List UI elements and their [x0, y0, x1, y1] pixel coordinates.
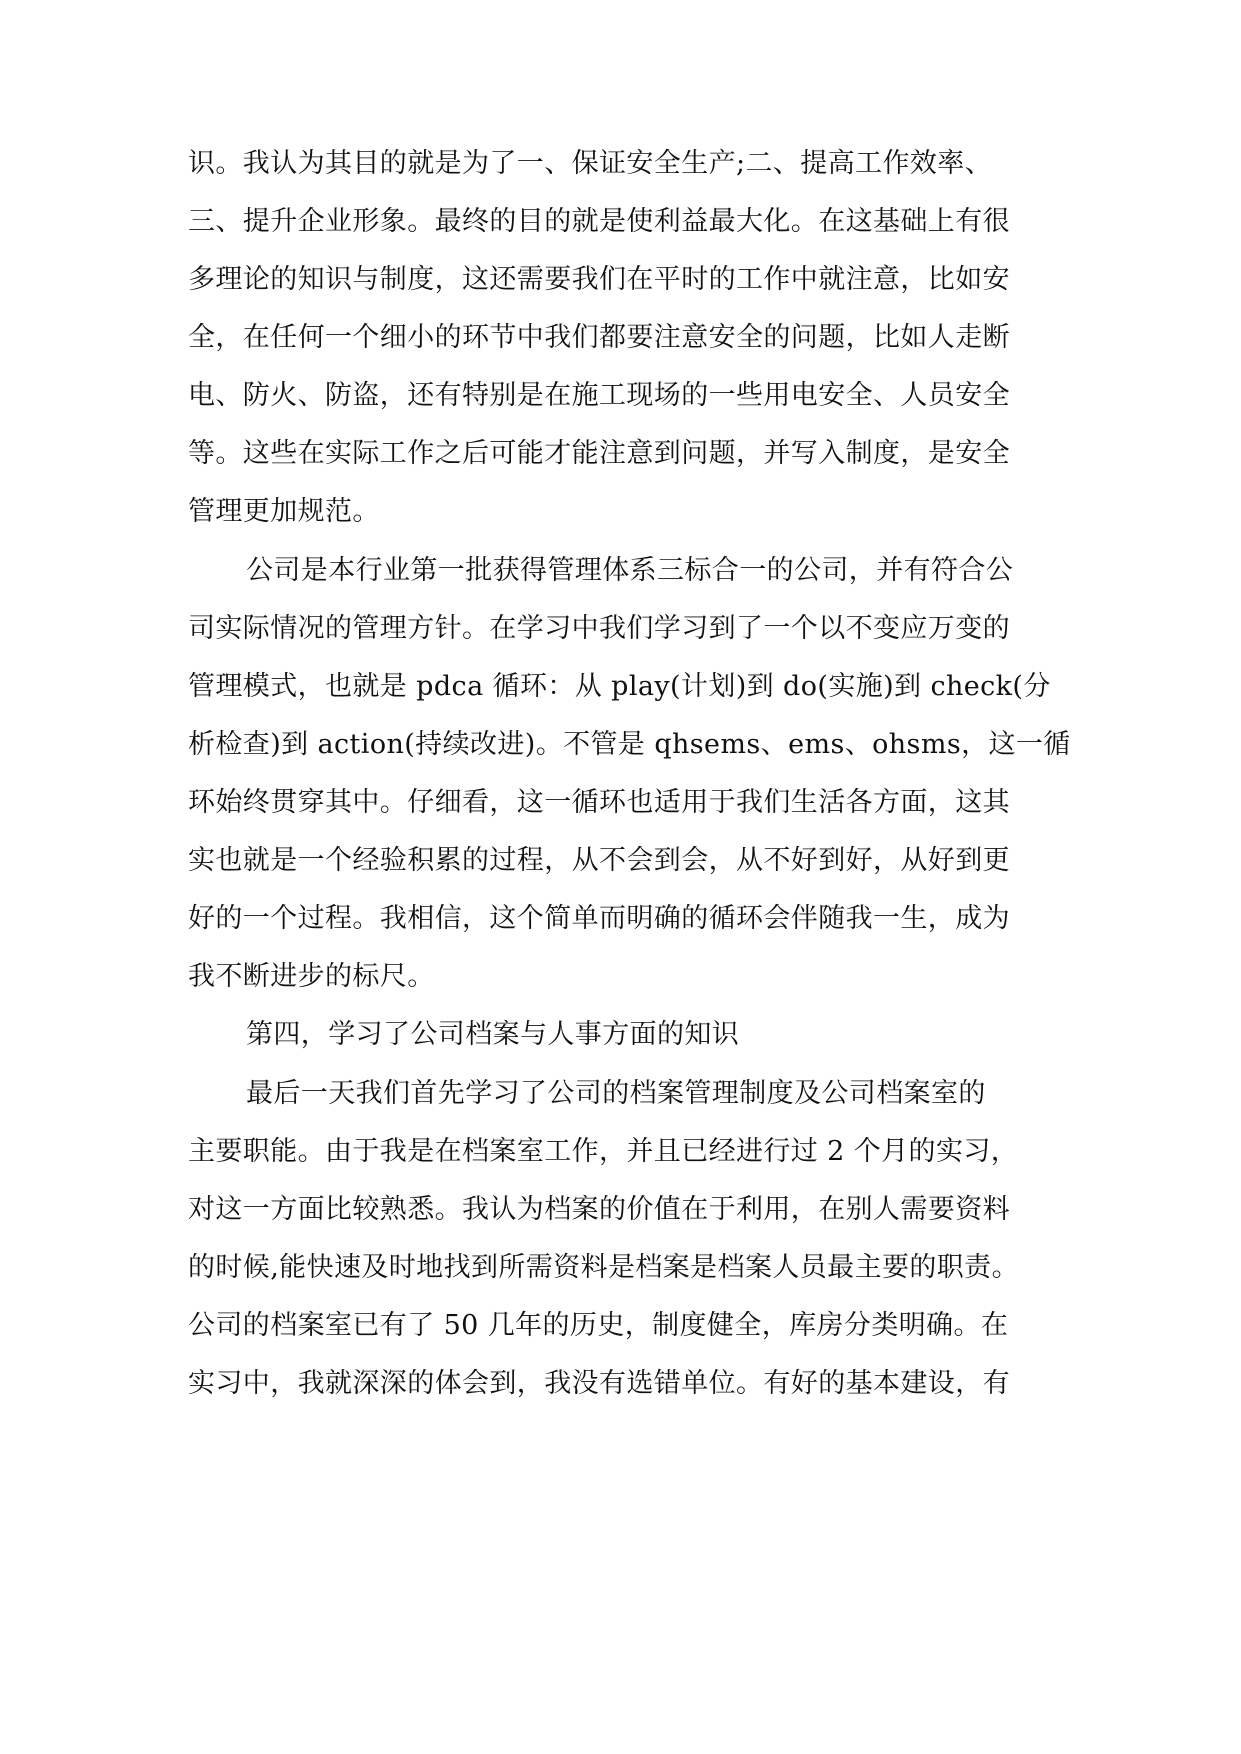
text-line: 电、防火、防盗，还有特别是在施工现场的一些用电安全、人员安全: [188, 380, 1010, 411]
text-line: 公司的档案室已有了 50 几年的历史，制度健全，库房分类明确。在: [188, 1310, 1009, 1341]
text-line: 析检查)到 action(持续改进)。不管是 qhsems、ems、ohsms，这一循: [188, 729, 1071, 760]
text-line: 的时候,能快速及时地找到所需资料是档案是档案人员最主要的职责。: [188, 1252, 1019, 1283]
paragraph-first-line: 公司是本行业第一批获得管理体系三标合一的公司，并有符合公: [246, 555, 1014, 586]
text-line: 管理更加规范。: [188, 496, 380, 527]
text-line: 全，在任何一个细小的环节中我们都要注意安全的问题，比如人走断: [188, 322, 1010, 353]
text-line: 管理模式，也就是 pdca 循环：从 play(计划)到 do(实施)到 check(分: [188, 671, 1051, 702]
section-heading: 第四，学习了公司档案与人事方面的知识: [246, 1019, 740, 1050]
text-line: 环始终贯穿其中。仔细看，这一循环也适用于我们生活各方面，这其: [188, 787, 1010, 818]
text-line: 主要职能。由于我是在档案室工作，并且已经进行过 2 个月的实习，: [188, 1136, 1019, 1167]
text-line: 对这一方面比较熟悉。我认为档案的价值在于利用，在别人需要资料: [188, 1194, 1010, 1225]
text-line: 三、提升企业形象。最终的目的就是使利益最大化。在这基础上有很: [188, 206, 1010, 237]
text-line: 我不断进步的标尺。: [188, 961, 435, 992]
text-line: 实也就是一个经验积累的过程，从不会到会，从不好到好，从好到更: [188, 845, 1010, 876]
text-line: 等。这些在实际工作之后可能才能注意到问题，并写入制度，是安全: [188, 438, 1010, 469]
paragraph-first-line: 最后一天我们首先学习了公司的档案管理制度及公司档案室的: [246, 1078, 986, 1109]
text-line: 识。我认为其目的就是为了一、保证安全生产;二、提高工作效率、: [188, 148, 993, 179]
text-line: 实习中，我就深深的体会到，我没有选错单位。有好的基本建设，有: [188, 1368, 1010, 1399]
text-line: 好的一个过程。我相信，这个简单而明确的循环会伴随我一生，成为: [188, 903, 1010, 934]
text-line: 司实际情况的管理方针。在学习中我们学习到了一个以不变应万变的: [188, 613, 1010, 644]
text-line: 多理论的知识与制度，这还需要我们在平时的工作中就注意，比如安: [188, 264, 1010, 295]
